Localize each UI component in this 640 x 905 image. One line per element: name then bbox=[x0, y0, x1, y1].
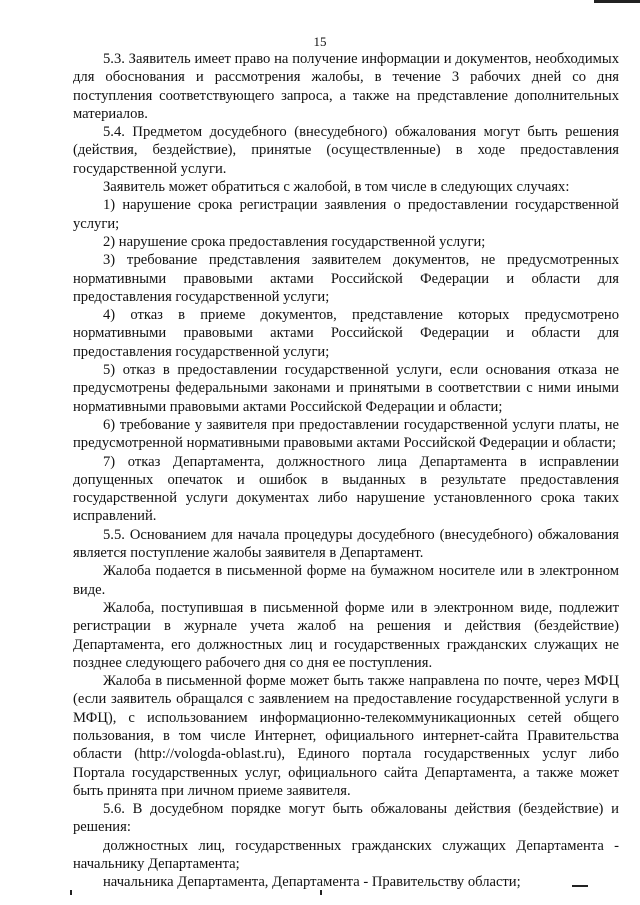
paragraph-5-5: 5.5. Основанием для начала процедуры досудебного (внесудебного) обжалования является поступление жалобы заявителя в Департамент. bbox=[73, 526, 619, 562]
scan-mark-bottom-left bbox=[70, 890, 72, 895]
paragraph-cases-intro: Заявитель может обратиться с жалобой, в том числе в следующих случаях: bbox=[103, 179, 570, 196]
paragraph-5-3: 5.3. Заявитель имеет право на получение информации и документов, необходимых для обоснования и рассмотрения жалобы, в течение 3 рабочих дней со дня поступления соответствующего запроса, а также на представление дополнительных материалов. bbox=[73, 51, 619, 122]
scan-mark-top-right bbox=[594, 0, 640, 3]
appeal-item-officials: должностных лиц, государственных гражданских служащих Департамента - начальнику Департамента; bbox=[73, 837, 619, 873]
list-item-7: 7) отказ Департамента, должностного лица Департамента в исправлении допущенных опечаток и ошибок в выданных в результате предоставления государственной услуги документах либо нарушение установленного срока таких исправлений. bbox=[73, 453, 619, 525]
list-item-6: 6) требование у заявителя при предоставлении государственной услуги платы, не предусмотренной нормативными правовыми актами Российской Федерации и области; bbox=[73, 416, 619, 452]
paragraph-complaint-channels: Жалоба в письменной форме может быть также направлена по почте, через МФЦ (если заявитель обращался с заявлением на предоставление государственной услуги в МФЦ), с использованием информационно-телекоммуникационных сетей общего пользования, в том числе Интернет, официального интернет-сайта Правительства области (http://vologda-oblast.ru), Единого портала государственных услуг либо Портала государственных услуг, официального сайта Департамента, а также может быть принята при личном приеме заявителя. bbox=[73, 673, 619, 799]
list-item-1: 1) нарушение срока регистрации заявления о предоставлении государственной услуги; bbox=[73, 197, 619, 232]
document-body bbox=[73, 50, 619, 892]
paragraph-complaint-registration: Жалоба, поступившая в письменной форме или в электронном виде, подлежит регистрации в журнале учета жалоб на решения и действия (бездействие) Департамента, его должностных лиц и государственных гражданских служащих не позднее следующего рабочего дня со дня ее поступления. bbox=[73, 599, 619, 671]
paragraph-complaint-form: Жалоба подается в письменной форме на бумажном носителе или в электронном виде. bbox=[73, 563, 619, 598]
list-item-3: 3) требование представления заявителем документов, не предусмотренных нормативными правовыми актами Российской Федерации и области для предоставления государственной услуги; bbox=[73, 252, 619, 305]
paragraph-5-6: 5.6. В досудебном порядке могут быть обжалованы действия (бездействие) и решения: bbox=[73, 801, 619, 836]
appeal-item-head: начальника Департамента, Департамента - Правительству области; bbox=[103, 874, 521, 891]
paragraph-5-4: 5.4. Предметом досудебного (внесудебного) обжалования могут быть решения (действия, бездействие), принятые (осуществленные) в ходе предоставления государственной услуги. bbox=[73, 124, 619, 177]
list-item-2: 2) нарушение срока предоставления государственной услуги; bbox=[103, 233, 486, 250]
page-number: 15 bbox=[313, 34, 327, 49]
list-item-5: 5) отказ в предоставлении государственной услуги, если основания отказа не предусмотрены федеральными законами и принятыми в соответствии с ними иными нормативными правовыми актами Российской Федерации и области; bbox=[73, 362, 619, 415]
list-item-4: 4) отказ в приеме документов, представление которых предусмотрено нормативными правовыми актами Российской Федерации и области для предоставления государственной услуги; bbox=[73, 307, 619, 360]
